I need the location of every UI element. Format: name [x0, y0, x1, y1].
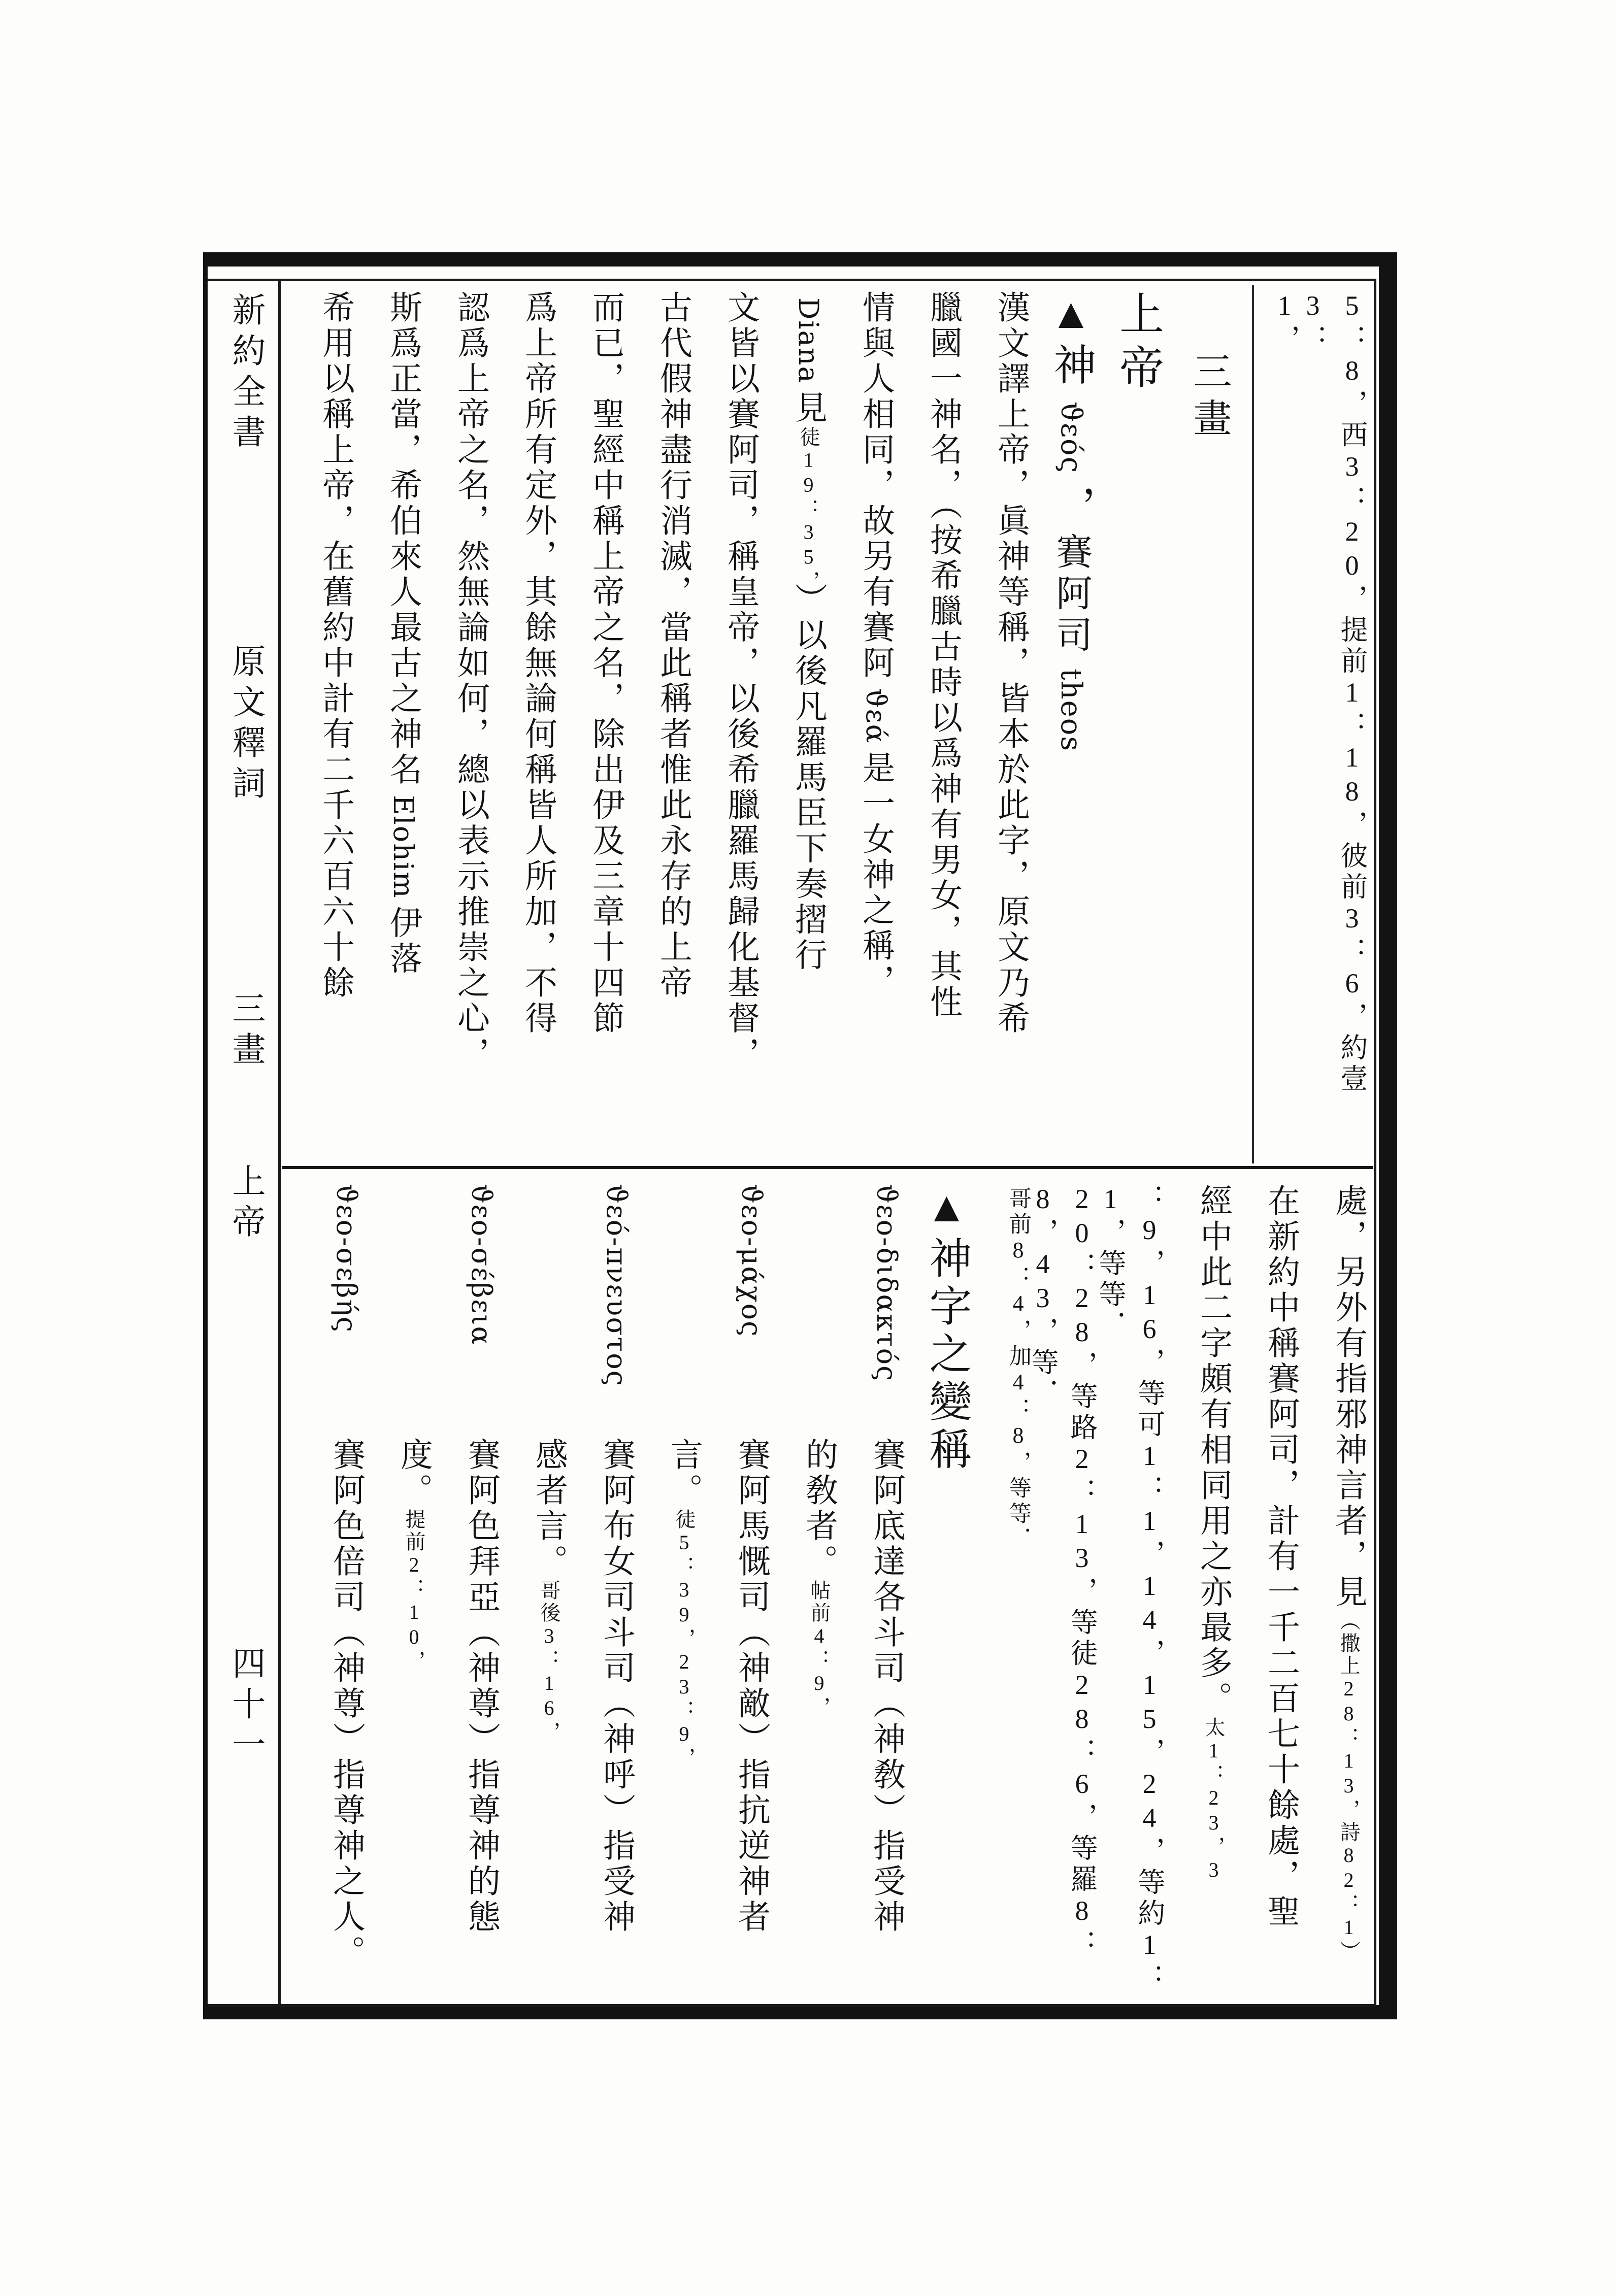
text-segment: 處，另外有指邪神言者，見 — [1331, 1184, 1367, 1610]
running-title-entry: 上帝 — [227, 1163, 264, 1245]
text-segment: ：9，16，等可1：1，14，15，24，等約1：1，等等． — [1095, 1184, 1165, 1994]
text-segment: 在新約中稱賽阿司，計有一千二百七十餘處，聖 — [1263, 1184, 1299, 1930]
refs-corinthians-galatians — [977, 1184, 1034, 2006]
text-segment: 漢文譯上帝，眞神等稱，皆本於此字，原文乃希 — [993, 290, 1029, 1037]
text-segment: 徒5：39，23：9， — [673, 1509, 696, 1770]
text-segment: ϑεός — [1054, 402, 1087, 474]
text-segment: 見 — [790, 390, 827, 426]
body-line-4 — [764, 290, 832, 1158]
text-segment: ϑεά — [860, 688, 892, 744]
top-register — [289, 290, 1372, 1158]
text-segment: ， — [1047, 485, 1095, 533]
text-segment: 感者言。 — [531, 1438, 567, 1580]
text-segment: theos — [1054, 669, 1087, 752]
body-line-8 — [494, 290, 562, 1158]
text-segment: ϑεό-πνευστος — [601, 1184, 633, 1387]
text-segment: 賽阿司 — [1050, 533, 1091, 658]
text-segment: 經中此二字頗有相同用之亦最多。 — [1196, 1184, 1232, 1717]
body-line-10 — [359, 290, 426, 1158]
text-segment: 希用以稱上帝，在舊約中計有二千六百六十餘 — [318, 290, 354, 1001]
body-line-6 — [629, 290, 697, 1158]
text-segment: 古代假神盡行消滅，當此稱者惟此永存的上帝 — [655, 290, 691, 1001]
body-evil-gods — [1304, 1184, 1372, 2006]
entry-theodidaktos-cont — [775, 1184, 842, 2006]
text-segment: 而已，聖經中稱上帝之名，除出伊及三章十四節 — [588, 290, 624, 1037]
entry-theomachos-cont — [640, 1184, 707, 2006]
entry-theodidaktos — [842, 1184, 910, 2006]
page-number: 四十一 — [227, 1646, 264, 1768]
text-segment: 上帝 — [1113, 290, 1162, 398]
text-segment: 爲上帝所有定外，其餘無論何稱皆人所加，不得 — [520, 290, 556, 1037]
text-segment: ϑεο-σεβής — [331, 1184, 362, 1333]
text-segment: Elohim — [387, 795, 419, 899]
text-segment: 1， — [1269, 290, 1300, 355]
text-segment: ϑεο-διδακτός — [871, 1184, 903, 1382]
entry-theosebeia — [437, 1184, 505, 2006]
body-nt-count — [1237, 1184, 1304, 2006]
text-segment: 哥前8：4，加4：8，等等． — [1006, 1187, 1031, 1552]
body-line-5 — [697, 290, 764, 1158]
text-segment: 三畫 — [1187, 351, 1230, 445]
text-segment: ▲神字之變稱 — [923, 1184, 970, 1475]
refs-john-luke-acts-romans — [1028, 1184, 1102, 2006]
margin-separator-line — [278, 280, 281, 2004]
text-segment: 徒19：35， — [797, 426, 820, 583]
text-segment: 情與人相同，故另有賽阿 — [858, 290, 894, 681]
running-title-volume: 原文釋詞 — [227, 644, 264, 806]
text-segment: 哥後3：16， — [538, 1580, 560, 1744]
body-line-9 — [426, 290, 494, 1158]
text-segment: 賽阿馬慨司（神敵）指抗逆神者 — [734, 1438, 770, 1935]
entry-heading-shangdi — [1102, 290, 1169, 1158]
text-segment: 賽阿色倍司（神尊）指尊神之人。 — [328, 1438, 365, 1971]
lemma-shen-theos — [1034, 290, 1102, 1158]
register-divider-line — [282, 1166, 1373, 1169]
text-segment: ▲神 — [1047, 290, 1095, 390]
entry-theomachos — [707, 1184, 775, 2006]
text-segment: 斯爲正當，希伯來人最古之神名 — [385, 290, 421, 788]
text-segment: Diana — [793, 297, 824, 384]
text-segment: 帖前4：9， — [808, 1580, 831, 1719]
section-heading-three-strokes — [1169, 290, 1237, 1158]
running-title-book: 新約全書 — [227, 292, 264, 455]
text-segment: 賽阿布女司斗司（神呼）指受神 — [599, 1438, 635, 1935]
text-segment: ϑεο-μάχος — [736, 1184, 768, 1338]
text-segment: 是一女神之稱， — [858, 751, 894, 1000]
text-segment: 度。 — [396, 1438, 432, 1509]
body-line-11 — [291, 290, 359, 1158]
refs-matthew-mark-john — [1095, 1184, 1169, 2006]
text-segment: 臘國一神名，（按希臘古時以爲神有男女，其性 — [926, 290, 962, 1020]
text-segment: ）以後凡羅馬臣下奏摺行 — [790, 582, 827, 974]
text-segment: 20：28，等路2：13，等徒28：6，等羅8：8，43，等． — [1028, 1184, 1097, 1960]
body-usage — [1169, 1184, 1237, 2006]
body-line-3 — [832, 290, 899, 1158]
text-segment: 賽阿色拜亞（神尊）指尊神的態 — [464, 1438, 500, 1935]
text-segment: 伊落 — [385, 906, 421, 977]
text-segment: 文皆以賽阿司，稱皇帝，以後希臘羅馬歸化基督， — [723, 290, 759, 1072]
text-segment: 賽阿底達各斗司（神敎）指受神 — [869, 1438, 905, 1935]
text-segment: 言。 — [666, 1438, 702, 1509]
body-line-1 — [967, 290, 1034, 1158]
entry-theopneustos-cont — [505, 1184, 572, 2006]
refs-continuation-2 — [1237, 290, 1304, 1158]
text-segment: 提前2：10， — [403, 1509, 425, 1673]
text-segment: 太1：23，3 — [1202, 1717, 1225, 1883]
text-segment: 認爲上帝之名，然無論如何，總以表示推崇之心， — [453, 290, 489, 1072]
entry-theosebeia-cont — [370, 1184, 437, 2006]
text-segment: （撒上28：13，詩82：1） — [1337, 1610, 1360, 1963]
body-line-2 — [899, 290, 967, 1158]
entry-theopneustos — [572, 1184, 640, 2006]
heading-variants-of-shen — [910, 1184, 977, 2006]
body-line-7 — [562, 290, 629, 1158]
text-segment: 的敎者。 — [801, 1438, 837, 1580]
bottom-register — [289, 1184, 1372, 2006]
refs-continuation-1 — [1298, 290, 1372, 1158]
text-segment: 5：8，西3：20，提前1：18，彼前3：6，約壹3： — [1298, 290, 1367, 1095]
entry-theosebes — [302, 1184, 370, 2006]
running-title-section: 三畫 — [227, 991, 264, 1072]
text-segment: ϑεο-σέβεια — [466, 1184, 498, 1346]
